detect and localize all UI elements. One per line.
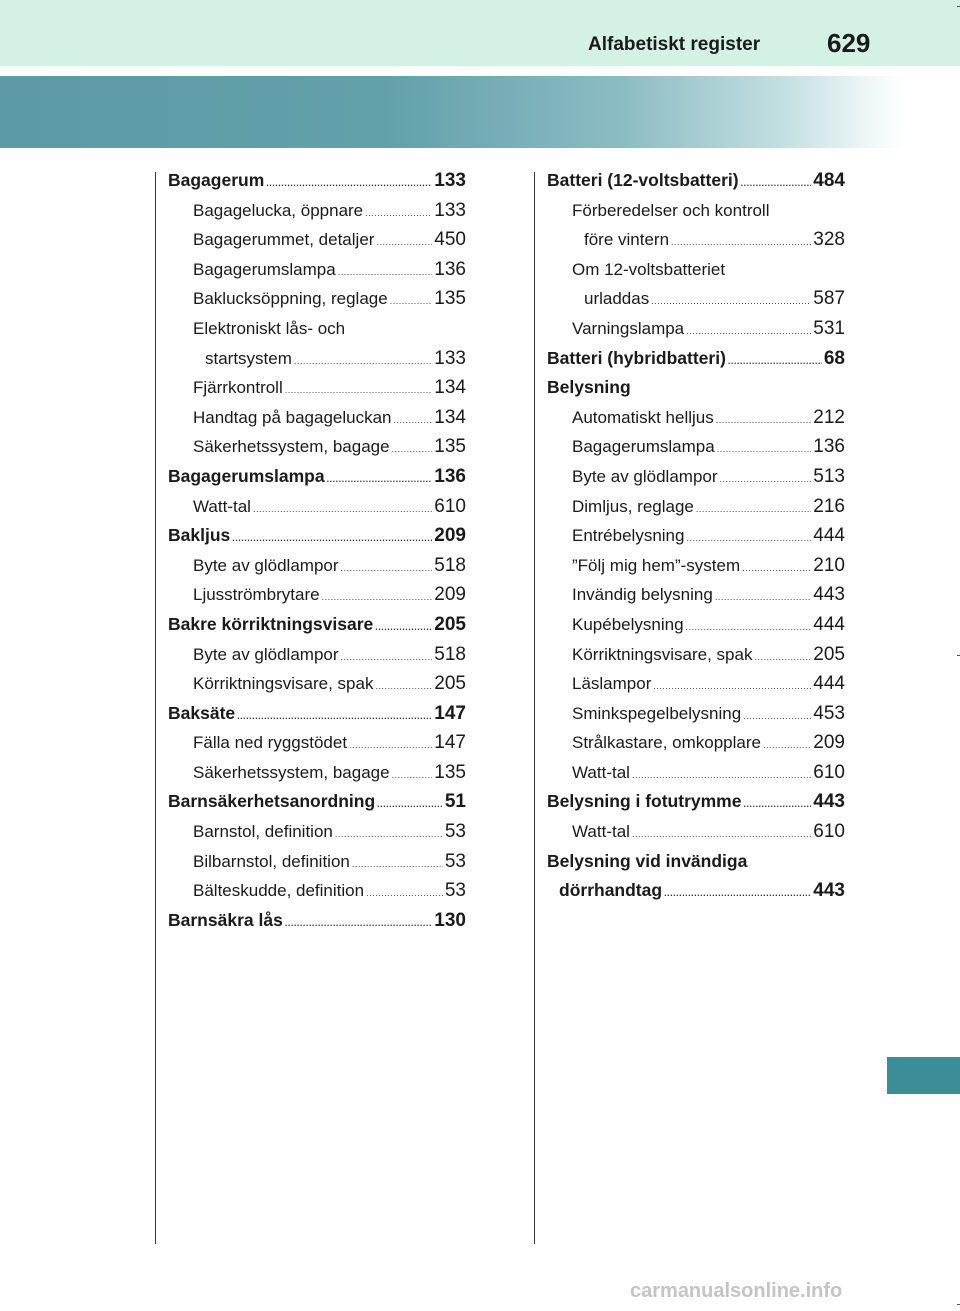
entry-page-number: 484 <box>813 170 845 191</box>
entry-text: urladdas <box>584 289 650 309</box>
index-entry <box>168 314 466 344</box>
entry-page-number: 453 <box>813 702 845 724</box>
entry-text: Läslampor <box>572 674 652 694</box>
index-entry <box>168 580 466 610</box>
index-entry <box>168 728 466 758</box>
index-entry <box>547 876 845 906</box>
entry-text: Kupébelysning <box>572 614 684 634</box>
entry-text: Förberedelser och kontroll <box>572 200 770 220</box>
index-entry <box>168 255 466 285</box>
entry-page-number: 135 <box>434 761 466 783</box>
entry-text: Watt-tal <box>572 822 630 842</box>
entry-text: Varningslampa <box>572 318 685 338</box>
index-entry <box>547 314 845 344</box>
entry-page-number: 136 <box>434 465 466 487</box>
entry-text: Säkerhetssystem, bagage <box>193 762 390 782</box>
entry-text: Automatiskt helljus <box>572 407 714 427</box>
dot-leader <box>285 376 433 406</box>
entry-page-number: 518 <box>434 643 466 665</box>
index-entry <box>547 432 845 462</box>
entry-page-number: 205 <box>434 673 466 695</box>
dot-leader <box>696 495 811 525</box>
index-entry <box>168 432 466 462</box>
index-entry <box>547 196 845 226</box>
dot-leader <box>632 820 811 850</box>
dot-leader <box>232 524 432 554</box>
index-entry <box>168 551 466 581</box>
index-entry <box>547 669 845 699</box>
entry-page-number: 134 <box>434 406 466 428</box>
dot-leader <box>266 169 432 199</box>
index-entry <box>168 847 466 877</box>
index-entry <box>547 255 845 285</box>
dot-leader <box>743 702 811 732</box>
entry-text: Byte av glödlampor <box>572 466 718 486</box>
index-entry <box>168 906 466 936</box>
dot-leader <box>376 228 432 258</box>
entry-page-number: 134 <box>434 377 466 399</box>
entry-page-number: 443 <box>813 791 845 813</box>
entry-page-number: 210 <box>813 554 845 576</box>
entry-text: Belysning vid invändiga <box>547 850 748 871</box>
entry-text: Invändig belysning <box>572 585 713 605</box>
entry-text: Byte av glödlampor <box>193 644 339 664</box>
header-bar <box>0 0 960 66</box>
entry-text: Bagagerum <box>168 170 265 190</box>
entry-page-number: 328 <box>813 229 845 251</box>
page-title: Alfabetiskt register <box>588 34 761 55</box>
entry-page-number: 147 <box>434 702 466 724</box>
entry-text: Handtag på bagageluckan <box>193 407 392 427</box>
entry-page-number: 450 <box>434 229 466 251</box>
dot-leader <box>375 613 432 643</box>
dot-leader <box>294 347 432 377</box>
index-entry <box>168 610 466 640</box>
entry-text: Ljusströmbrytare <box>193 585 320 605</box>
entry-text: Belysning <box>547 377 631 398</box>
dot-leader <box>366 879 443 909</box>
entry-page-number: 443 <box>813 584 845 606</box>
dot-leader <box>237 702 432 732</box>
dot-leader <box>686 317 811 347</box>
dot-leader <box>394 406 433 436</box>
entry-text: Körriktningsvisare, spak <box>572 644 753 664</box>
dot-leader <box>338 258 433 288</box>
entry-text: Barnsäkra lås <box>168 909 283 930</box>
entry-text: Bälteskudde, definition <box>193 881 365 901</box>
index-entry <box>547 373 845 403</box>
entry-page-number: 212 <box>813 406 845 428</box>
entry-page-number: 136 <box>813 436 845 458</box>
entry-page-number: 610 <box>813 821 845 843</box>
entry-page-number: 610 <box>434 495 466 517</box>
entry-page-number: 205 <box>813 643 845 665</box>
index-entry <box>168 669 466 699</box>
dot-leader <box>743 790 811 820</box>
index-entry <box>168 817 466 847</box>
dot-leader <box>352 850 443 880</box>
entry-text: Watt-tal <box>193 496 251 516</box>
entry-text: startsystem <box>205 348 292 368</box>
index-entry <box>547 166 845 196</box>
dot-leader <box>717 435 812 465</box>
entry-text: Barnsäkerhetsanordning <box>168 791 376 812</box>
dot-leader <box>728 347 822 377</box>
entry-text: Om 12-voltsbatteriet <box>572 259 726 279</box>
dot-leader <box>390 287 433 317</box>
entry-text: Bagagerumslampa <box>193 259 336 279</box>
dot-leader <box>686 613 812 643</box>
index-entry <box>168 492 466 522</box>
entry-text: Säkerhetssystem, bagage <box>193 437 390 457</box>
watermark: carmanualsonline.info <box>630 1280 843 1302</box>
index-entry <box>547 580 845 610</box>
entry-text: Sminkspegelbelysning <box>572 703 742 723</box>
entry-page-number: 133 <box>434 170 466 191</box>
index-entry <box>168 284 466 314</box>
index-entry <box>168 166 466 196</box>
entry-page-number: 135 <box>434 436 466 458</box>
index-column-right <box>547 166 845 906</box>
index-entry <box>547 492 845 522</box>
entry-text: ”Följ mig hem”-system <box>572 555 741 575</box>
column-rule-left <box>155 172 156 1244</box>
dot-leader <box>632 761 811 791</box>
entry-text: Bagagerumslampa <box>168 465 325 486</box>
index-entry <box>168 640 466 670</box>
entry-text: Barnstol, definition <box>193 822 333 842</box>
entry-page-number: 53 <box>444 850 466 872</box>
index-entry <box>168 225 466 255</box>
dot-leader <box>715 583 811 613</box>
dot-leader <box>365 199 432 229</box>
entry-page-number: 205 <box>434 613 466 635</box>
dot-leader <box>686 524 811 554</box>
index-entry <box>547 551 845 581</box>
entry-text: Entrébelysning <box>572 526 685 546</box>
index-entry <box>547 787 845 817</box>
index-entry <box>168 344 466 374</box>
index-entry <box>547 758 845 788</box>
dot-leader <box>671 228 811 258</box>
dot-leader <box>327 465 433 495</box>
index-entry <box>547 640 845 670</box>
index-entry <box>168 462 466 492</box>
entry-text: Strålkastare, omkopplare <box>572 733 761 753</box>
dot-leader <box>349 731 432 761</box>
index-entry <box>547 521 845 551</box>
entry-page-number: 53 <box>444 880 466 902</box>
index-entry <box>547 847 845 877</box>
entry-text: Elektroniskt lås- och <box>193 318 346 338</box>
entry-text: Watt-tal <box>572 762 630 782</box>
entry-page-number: 444 <box>813 525 845 547</box>
entry-page-number: 513 <box>813 465 845 487</box>
entry-text: Byte av glödlampor <box>193 555 339 575</box>
dot-leader <box>763 731 811 761</box>
entry-text: Baksäte <box>168 702 236 723</box>
entry-text: Fjärrkontroll <box>193 378 283 398</box>
index-entry <box>547 610 845 640</box>
entry-text: Dimljus, reglage <box>572 496 694 516</box>
entry-page-number: 147 <box>434 732 466 754</box>
index-column-left <box>168 166 466 935</box>
index-entry <box>168 196 466 226</box>
index-entry <box>168 699 466 729</box>
dot-leader <box>392 435 433 465</box>
dot-leader <box>377 790 443 820</box>
entry-text: Bilbarnstol, definition <box>193 851 350 871</box>
entry-text: Körriktningsvisare, spak <box>193 674 374 694</box>
dot-leader <box>341 643 433 673</box>
entry-text: Bakre körriktningsvisare <box>168 613 374 634</box>
index-entry <box>168 758 466 788</box>
index-entry <box>168 373 466 403</box>
dot-leader <box>754 643 811 673</box>
entry-text: Baklucksöppning, reglage <box>193 289 388 309</box>
index-entry <box>547 699 845 729</box>
index-entry <box>547 817 845 847</box>
entry-page-number: 444 <box>813 673 845 695</box>
entry-page-number: 216 <box>813 495 845 517</box>
entry-page-number: 518 <box>434 554 466 576</box>
entry-page-number: 444 <box>813 613 845 635</box>
entry-text: dörrhandtag <box>559 880 663 901</box>
dot-leader <box>285 909 432 939</box>
dot-leader <box>253 495 432 525</box>
entry-page-number: 68 <box>823 347 845 369</box>
entry-page-number: 610 <box>813 761 845 783</box>
entry-text: Batteri (12-voltsbatteri) <box>547 170 739 190</box>
dot-leader <box>375 672 432 702</box>
dot-leader <box>392 761 433 791</box>
entry-page-number: 133 <box>434 347 466 369</box>
entry-text: Bagagelucka, öppnare <box>193 200 364 220</box>
index-entry <box>547 284 845 314</box>
dot-leader <box>653 672 811 702</box>
entry-page-number: 135 <box>434 288 466 310</box>
dot-leader <box>335 820 443 850</box>
entry-page-number: 51 <box>444 791 466 813</box>
page-number: 629 <box>827 28 871 58</box>
index-entry <box>547 728 845 758</box>
index-entry <box>168 787 466 817</box>
entry-text: Batteri (hybridbatteri) <box>547 347 726 368</box>
index-entry <box>547 225 845 255</box>
section-tab <box>887 1057 960 1094</box>
entry-page-number: 130 <box>434 909 466 931</box>
dot-leader <box>322 583 433 613</box>
index-entry <box>547 462 845 492</box>
entry-page-number: 443 <box>813 880 845 902</box>
index-entry <box>547 403 845 433</box>
entry-text: före vintern <box>584 230 670 250</box>
entry-page-number: 587 <box>813 288 845 310</box>
entry-text: Bagagerumslampa <box>572 437 715 457</box>
entry-page-number: 133 <box>434 199 466 221</box>
entry-text: Fälla ned ryggstödet <box>193 733 348 753</box>
entry-page-number: 209 <box>434 525 466 547</box>
index-entry <box>547 344 845 374</box>
dot-leader <box>341 554 433 584</box>
dot-leader <box>651 287 811 317</box>
dot-leader <box>716 406 812 436</box>
dot-leader <box>741 169 812 199</box>
dot-leader <box>742 554 811 584</box>
entry-page-number: 531 <box>813 317 845 339</box>
entry-text: Belysning i fotutrymme <box>547 791 742 812</box>
entry-page-number: 53 <box>444 821 466 843</box>
entry-page-number: 209 <box>813 732 845 754</box>
dot-leader <box>720 465 812 495</box>
entry-page-number: 209 <box>434 584 466 606</box>
entry-page-number: 136 <box>434 258 466 280</box>
entry-text: Bakljus <box>168 525 231 546</box>
index-entry <box>168 521 466 551</box>
decorative-band <box>0 76 960 148</box>
index-entry <box>168 876 466 906</box>
entry-text: Bagagerummet, detaljer <box>193 230 375 250</box>
column-rule-right <box>534 172 535 1244</box>
dot-leader <box>664 879 811 909</box>
index-entry <box>168 403 466 433</box>
